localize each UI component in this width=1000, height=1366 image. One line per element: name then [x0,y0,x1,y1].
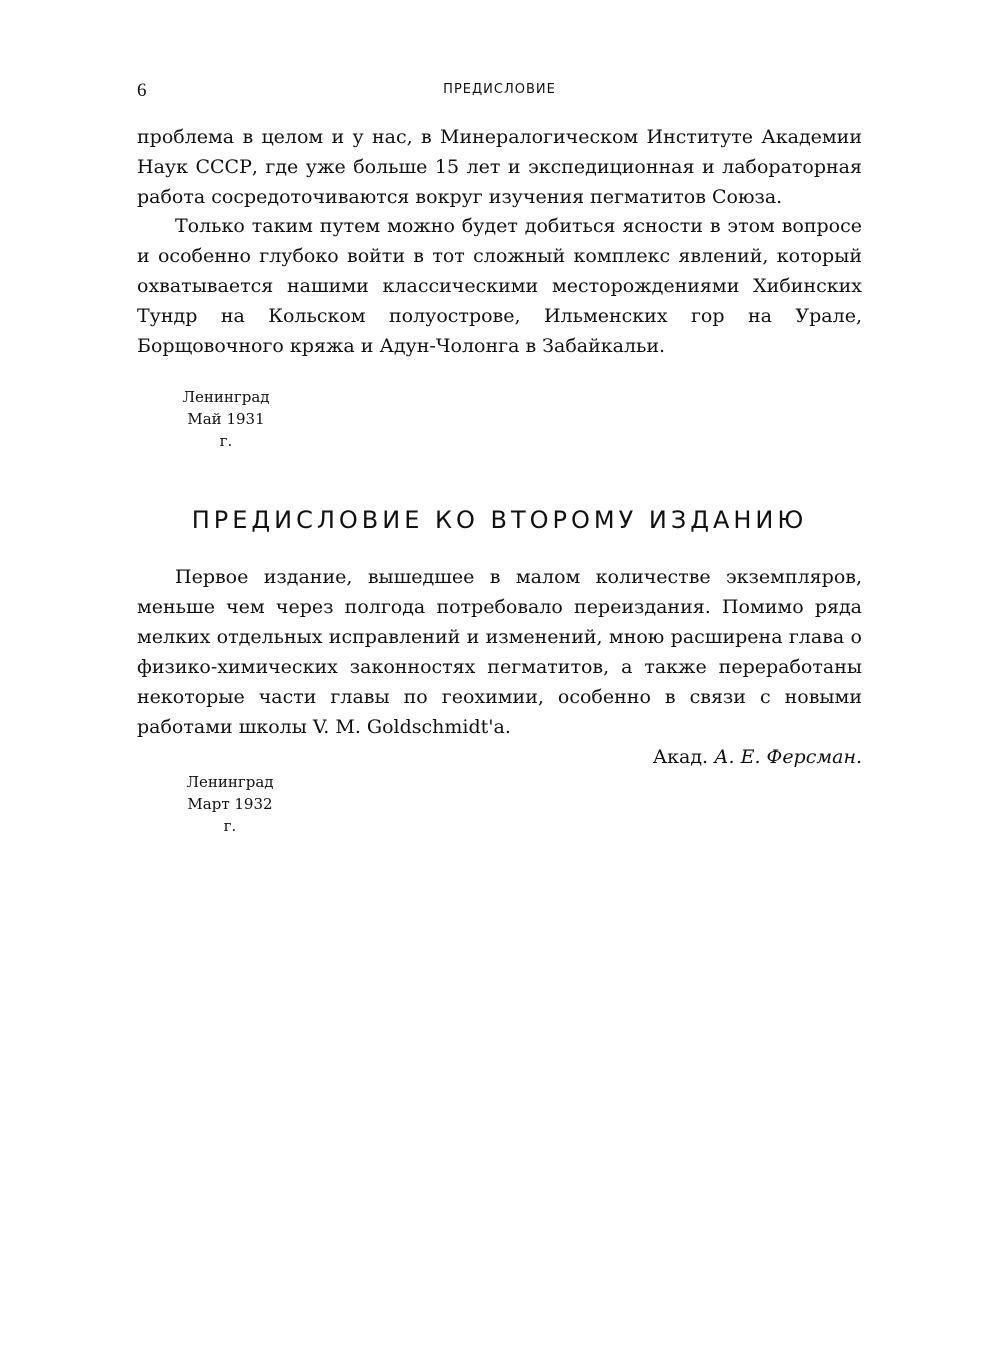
second-preface-title: ПРЕДИСЛОВИЕ КО ВТОРОМУ ИЗДАНИЮ [191,506,808,534]
signature [653,743,862,771]
first-preface-paragraph-2: Только таким путем можно будет добиться ясности в этом вопросе и особенно глубоко войти в тот сложный комплекс явлений, который охватывается нашими классическими месторождениями Хибинских Тундр на Кольском полуострове, Ильменских гор на Урале, Борщовочного кряжа и Адун-Чолонга в Забайкальи. [137,215,862,357]
signature-name: А. Е. Ферсман. [714,746,862,768]
running-head [137,80,862,104]
signature-rank: Акад. [652,746,709,768]
first-preface-date: Май 1931 г. [187,410,265,450]
first-preface-place: Ленинград [182,388,270,406]
second-preface-paragraph: Первое издание, вышедшее в малом количестве экземпляров, меньше чем через полгода потребовало переиздания. Помимо ряда мелких отдельных исправлений и изменений, мною расширена глава о физико-химических законностях пегматитов, а также переработаны некоторые части главы по геохимии, особенно в связи с новыми работами школы V. M. Goldschmidt'a. [137,566,862,738]
first-preface-paragraph-1: проблема в целом и у нас, в Минералогическом Институте Академии Наук СССР, где уже больше 15 лет и экспедиционная и лабораторная работа сосредоточиваются вокруг изучения пегматитов Союза. [137,126,862,208]
first-preface-place-date [180,386,272,452]
second-preface-place-date [180,771,280,837]
second-preface-place: Ленинград [186,773,274,791]
page-number: 6 [137,80,147,101]
second-preface-date: Март 1932 г. [187,795,273,835]
running-title: ПРЕДИСЛОВИЕ [443,82,556,97]
